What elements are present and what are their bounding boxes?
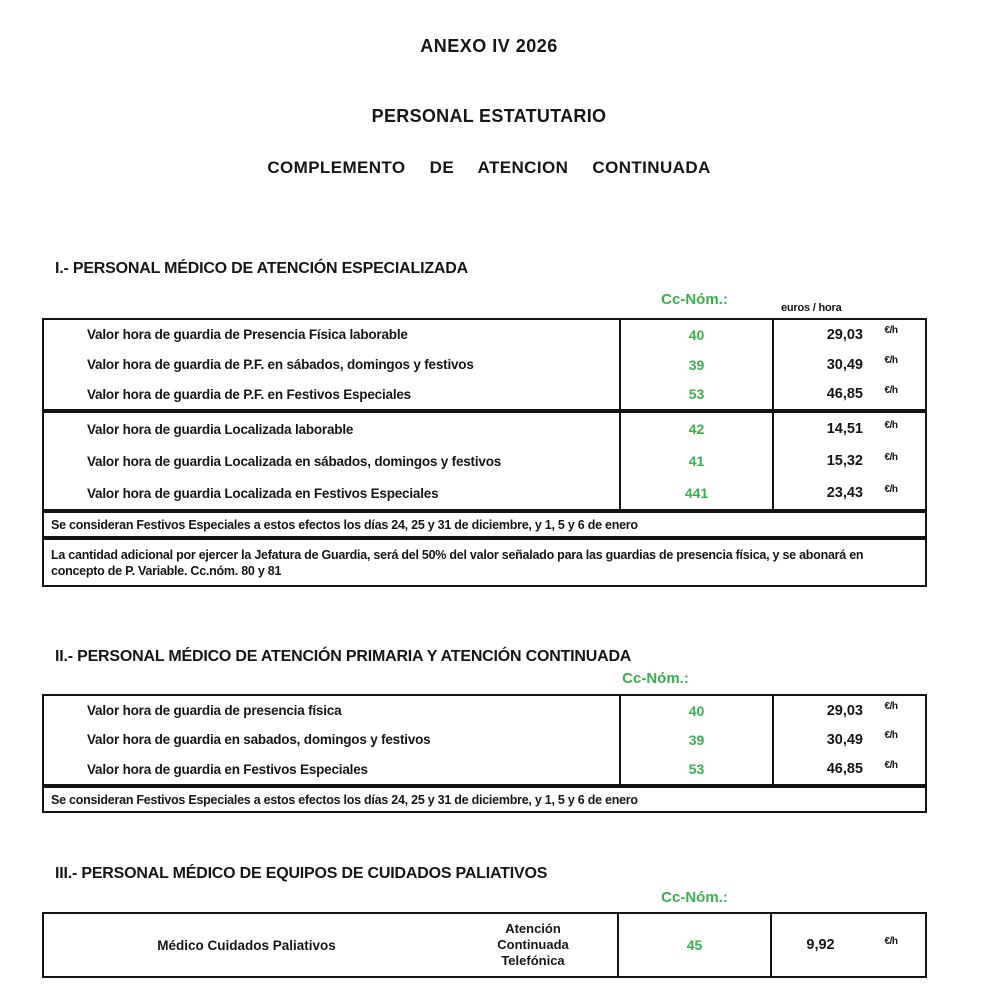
rate-value: 14,51 [826,421,863,437]
unit-label: €/h [884,701,898,713]
rate-cell [774,696,925,725]
rate-value: 15,32 [826,453,863,469]
table-row [44,320,925,350]
cc-number: 40 [619,696,774,725]
section-i-euros-hora-header: euros / hora [781,302,842,314]
rate-value: 30,49 [826,356,863,373]
cc-number: 441 [619,477,774,509]
rate-cell [774,755,925,784]
cc-number: 39 [619,350,774,380]
row-label: Médico Cuidados Paliativos [157,937,336,953]
section-i-presencia-block [42,318,927,411]
rate-value: 29,03 [826,702,863,719]
rate-value: 46,85 [826,386,863,403]
section-iii-row-block [42,912,927,978]
row-label: Valor hora de guardia de P.F. en sábados, domingos y festivos [87,357,474,372]
rate-value: 23,43 [826,485,863,501]
row-label: Valor hora de guardia en sabados, domingos y festivos [87,732,431,748]
cc-number: 41 [619,445,774,477]
unit-label: €/h [884,759,898,771]
unit-label: €/h [884,384,898,396]
table-row [44,725,925,754]
unit-label: €/h [884,935,898,947]
section-iii-table [42,912,927,978]
section-ii-table [42,694,927,813]
cc-number: 53 [619,379,774,409]
section-ii-heading: II.- PERSONAL MÉDICO DE ATENCIÓN PRIMARIA Y ATENCIÓN CONTINUADA [55,648,632,665]
rate-value: 29,03 [826,326,863,343]
row-label: Valor hora de guardia Localizada en Festivos Especiales [87,485,439,501]
section-iii-cc-nom-header: Cc-Nóm.: [661,889,728,906]
table-row [44,445,925,477]
rate-value: 30,49 [826,731,863,748]
jefatura-guardia-note: La cantidad adicional por ejercer la Jefatura de Guardia, será del 50% del valor señalado para las guardias de presencia física, y se abonará en concepto de P. Variable. Cc.nóm. 80 y 81 [42,538,927,587]
section-i-table [42,318,927,587]
unit-label: €/h [884,325,898,337]
row-label: Valor hora de guardia Localizada en sábados, domingos y festivos [87,453,502,469]
festivos-especiales-note: Se consideran Festivos Especiales a estos efectos los días 24, 25 y 31 de diciembre, y 1, 5 y 6 de enero [42,786,927,813]
table-row [44,914,925,976]
cc-number: 42 [619,413,774,445]
cc-number: 53 [619,755,774,784]
table-row [44,350,925,380]
row-sublabel-line: Continuada [497,937,569,952]
rate-cell [774,320,925,350]
rate-cell [774,477,925,509]
festivos-especiales-note: Se consideran Festivos Especiales a estos efectos los días 24, 25 y 31 de diciembre, y 1, 5 y 6 de enero [42,511,927,538]
rate-cell [774,413,925,445]
section-i-localizada-block [42,411,927,511]
section-ii-rows-block [42,694,927,786]
cc-number: 45 [617,914,772,976]
table-row [44,755,925,784]
row-label: Valor hora de guardia Localizada laborable [87,421,354,437]
section-i-heading: I.- PERSONAL MÉDICO DE ATENCIÓN ESPECIALIZADA [55,260,468,277]
document-subtitle-2: COMPLEMENTO DE ATENCION CONTINUADA [267,158,711,177]
unit-label: €/h [884,419,898,431]
document-title: ANEXO IV 2026 [420,36,558,56]
unit-label: €/h [884,451,898,463]
unit-label: €/h [884,355,898,366]
rate-cell [774,445,925,477]
table-row [44,477,925,509]
row-label: Valor hora de guardia en Festivos Especiales [87,761,368,777]
row-label: Valor hora de guardia de Presencia Física laborable [87,327,408,343]
section-iii-heading: III.- PERSONAL MÉDICO DE EQUIPOS DE CUIDADOS PALIATIVOS [55,865,548,882]
row-sublabel [449,914,617,976]
rate-cell [774,350,925,380]
row-sublabel-line: Telefónica [501,953,565,968]
rate-cell [774,379,925,409]
rate-cell [774,725,925,754]
rate-value: 46,85 [826,761,863,778]
unit-label: €/h [884,483,898,495]
rate-value: 9,92 [806,937,835,953]
row-sublabel-line: Atención [505,921,561,936]
cc-number: 40 [619,320,774,350]
unit-label: €/h [884,730,898,742]
table-row [44,379,925,409]
section-i-cc-nom-header: Cc-Nóm.: [661,291,728,308]
section-ii-cc-nom-header: Cc-Nóm.: [622,670,689,687]
rate-cell [772,914,925,976]
row-label: Valor hora de guardia de P.F. en Festivos Especiales [87,386,411,402]
document-subtitle: PERSONAL ESTATUTARIO [371,106,607,126]
table-row [44,696,925,725]
row-label: Valor hora de guardia de presencia física [87,703,342,719]
cc-number: 39 [619,725,774,754]
table-row [44,413,925,445]
